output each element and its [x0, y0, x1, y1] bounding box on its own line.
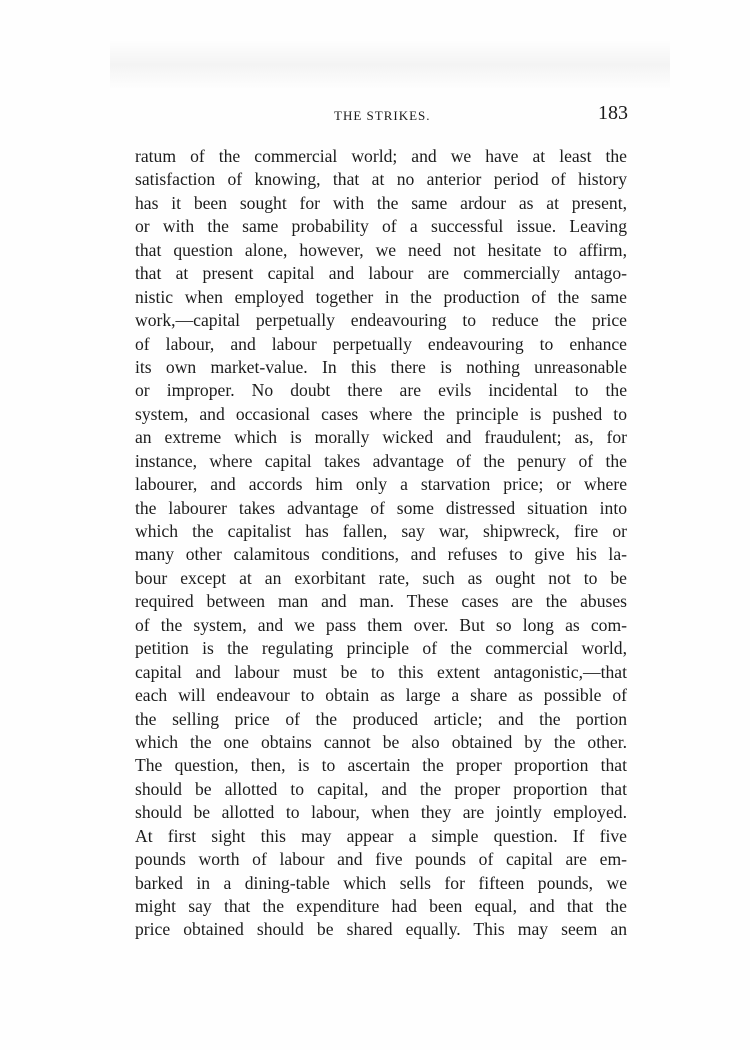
text-line: should be allotted to labour, when they are jointly employed.	[135, 802, 627, 823]
body-text	[135, 145, 627, 942]
text-line: nistic when employed together in the production of the same	[135, 286, 627, 307]
scan-smudge	[110, 40, 670, 90]
text-line: instance, where capital takes advantage of the penury of the	[135, 450, 627, 471]
text-line: that at present capital and labour are commercially antago-	[135, 263, 627, 284]
text-line: work,—capital perpetually endeavouring to reduce the price	[135, 310, 627, 331]
text-line: price obtained should be shared equally. This may seem an	[135, 919, 627, 940]
text-line: satisfaction of knowing, that at no anterior period of history	[135, 169, 627, 190]
text-line: might say that the expenditure had been equal, and that the	[135, 896, 627, 916]
text-line: required between man and man. These cases are the abuses	[135, 591, 627, 612]
text-line: the selling price of the produced article; and the portion	[135, 708, 627, 729]
text-line: pounds worth of labour and five pounds of capital are em-	[135, 849, 627, 870]
text-line: of the system, and we pass them over. But so long as com-	[135, 614, 627, 635]
text-line: petition is the regulating principle of the commercial world,	[135, 638, 627, 659]
text-line: should be allotted to capital, and the proper proportion that	[135, 778, 627, 799]
text-line: or improper. No doubt there are evils incidental to the	[135, 380, 627, 401]
text-line: which the one obtains cannot be also obtained by the other.	[135, 731, 627, 752]
running-title: THE STRIKES.	[334, 108, 431, 123]
text-line: barked in a dining-table which sells for fifteen pounds, we	[135, 872, 627, 893]
text-line: labourer, and accords him only a starvation price; or where	[135, 474, 627, 495]
page-header	[134, 102, 628, 128]
text-line: At first sight this may appear a simple question. If five	[135, 825, 627, 846]
text-line: that question alone, however, we need not hesitate to affirm,	[135, 239, 627, 260]
text-line: the labourer takes advantage of some distressed situation into	[135, 497, 627, 518]
text-line: its own market-value. In this there is nothing unreasonable	[135, 356, 627, 377]
text-line: has it been sought for with the same ardour as at present,	[135, 192, 627, 213]
text-line: of labour, and labour perpetually endeavouring to enhance	[135, 333, 627, 354]
text-line: an extreme which is morally wicked and fraudulent; as, for	[135, 427, 627, 448]
text-line: or with the same probability of a successful issue. Leaving	[135, 216, 627, 237]
text-line: many other calamitous conditions, and refuses to give his la-	[135, 544, 627, 565]
text-line: The question, then, is to ascertain the proper proportion that	[135, 755, 627, 776]
text-line: capital and labour must be to this extent antagonistic,—that	[135, 661, 627, 682]
text-line: ratum of the commercial world; and we have at least the	[135, 146, 627, 166]
text-line: each will endeavour to obtain as large a share as possible of	[135, 685, 627, 706]
text-line: system, and occasional cases where the principle is pushed to	[135, 403, 627, 424]
text-line: bour except at an exorbitant rate, such as ought not to be	[135, 567, 627, 588]
text-line: which the capitalist has fallen, say war, shipwreck, fire or	[135, 521, 627, 541]
page-number: 183	[598, 102, 628, 124]
